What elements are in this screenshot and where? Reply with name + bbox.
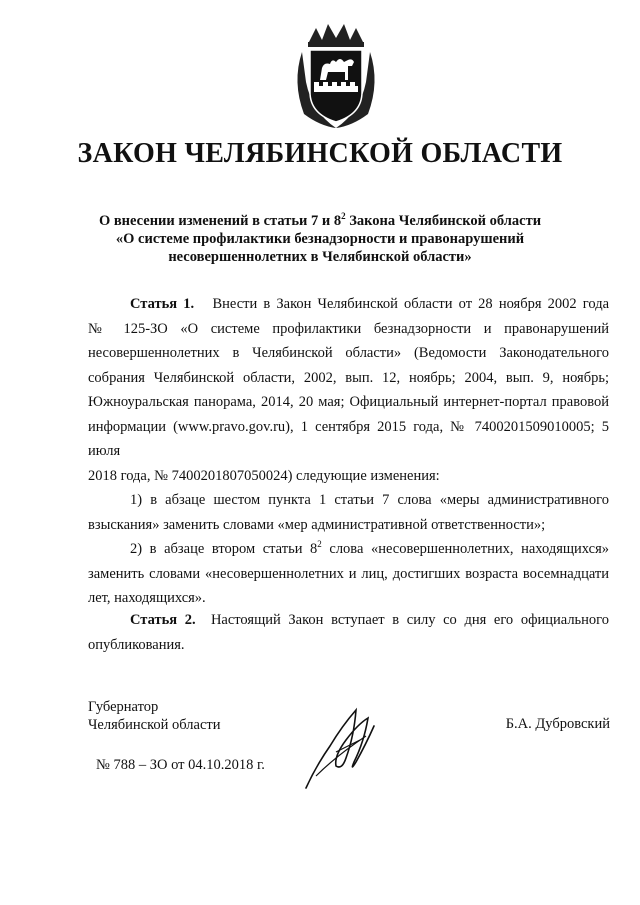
subtitle-superscript: 2 bbox=[341, 211, 346, 222]
article-1-text: Внести в Закон Челябинской области от 28 ноября 2002 года bbox=[212, 296, 610, 312]
subtitle-line-1: О внесении изменений в статьи 7 и 8 bbox=[98, 213, 342, 229]
signatory-name: Б.А. Дубровский bbox=[505, 716, 610, 732]
item-2-text: 2) в абзаце втором статьи 8 bbox=[130, 541, 318, 557]
law-number: № 788 – ЗО от 04.10.2018 г. bbox=[96, 757, 265, 773]
article-1 bbox=[88, 292, 609, 611]
article-1-item-1-line-2: взыскания» заменить словами «мер административной ответственности»; bbox=[88, 516, 546, 533]
signatory-position-line-1: Губернатор bbox=[88, 699, 159, 715]
coat-of-arms-emblem bbox=[290, 22, 382, 130]
article-1-label: Статья 1. bbox=[130, 296, 195, 312]
article-1-line-7: 2018 года, № 7400201807050024) следующие изменения: bbox=[88, 467, 440, 484]
article-1-line-4: собрания Челябинской области, 2002, вып. 12, ноябрь; 2004, вып. 9, ноябрь; bbox=[88, 369, 609, 386]
article-1-line-6: информации (www.pravo.gov.ru), 1 сентября 2015 года, № 7400201509010005; 5 июля bbox=[88, 418, 609, 459]
article-1-item-2-line-1 bbox=[88, 537, 609, 562]
article-1-item-2-line-2: заменить словами «несовершеннолетних и лиц, достигших возраста восемнадцати bbox=[88, 565, 609, 582]
article-1-line-5: Южноуральская панорама, 2014, 20 мая; Официальный интернет-портал правовой bbox=[88, 394, 609, 410]
article-2-label: Статья 2. bbox=[130, 612, 196, 628]
article-1-item-1-line-1: 1) в абзаце шестом пункта 1 статьи 7 слова «меры административного bbox=[130, 492, 609, 508]
subtitle-line-3: несовершеннолетних в Челябинской области» bbox=[168, 249, 472, 265]
document-subtitle bbox=[60, 212, 580, 266]
article-2-line-2: опубликования. bbox=[88, 636, 185, 653]
article-2-text: Настоящий Закон вступает в силу со дня его официального bbox=[210, 612, 610, 628]
document-title: ЗАКОН ЧЕЛЯБИНСКОЙ ОБЛАСТИ bbox=[77, 138, 563, 169]
article-2-line-1 bbox=[88, 608, 609, 633]
subtitle-line-1-end: Закона Челябинской области bbox=[345, 213, 542, 229]
article-2 bbox=[88, 608, 609, 657]
article-1-line-1 bbox=[88, 292, 609, 317]
item-2-superscript: 2 bbox=[317, 539, 322, 550]
signatory-position bbox=[88, 698, 221, 734]
article-1-item-2-line-3: лет, находящихся». bbox=[88, 590, 206, 606]
article-1-line-2: № 125-ЗО «О системе профилактики безнадзорности и правонарушений bbox=[88, 320, 609, 337]
signatory-position-line-2: Челябинской области bbox=[88, 717, 221, 733]
subtitle-line-2: «О системе профилактики безнадзорности и правонарушений bbox=[115, 231, 525, 247]
handwritten-signature bbox=[296, 696, 396, 796]
article-1-line-3: несовершеннолетних в Челябинской области» (Ведомости Законодательного bbox=[88, 345, 609, 361]
item-2-text-end: слова «несовершеннолетних, находящихся» bbox=[321, 541, 609, 557]
